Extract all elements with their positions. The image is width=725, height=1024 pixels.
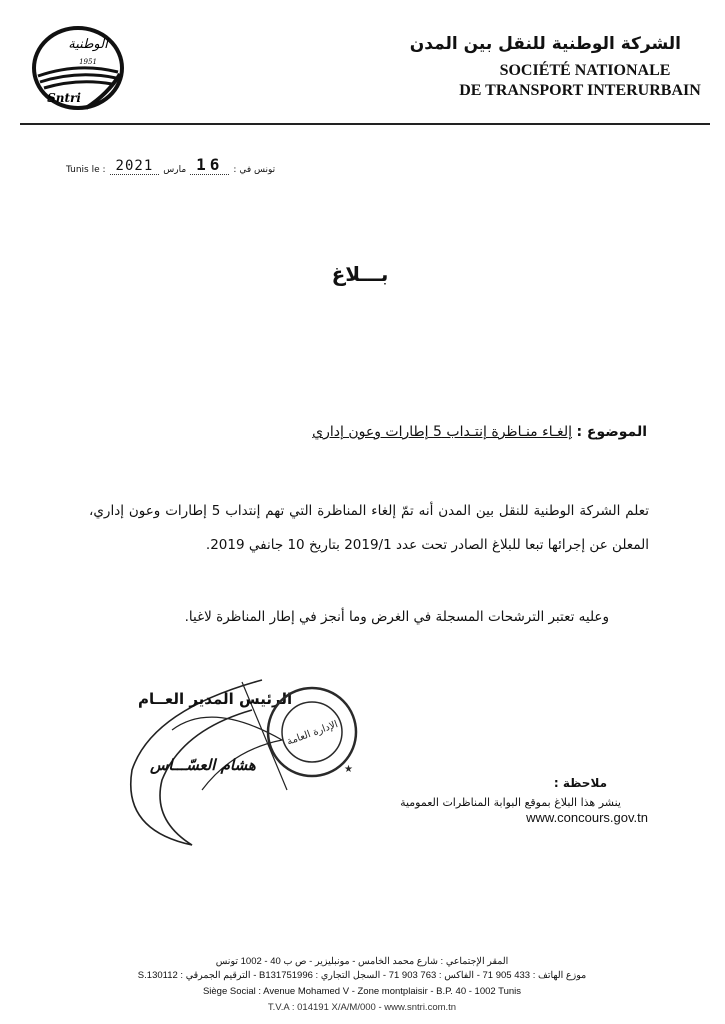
footer-tax-line: T.V.A : 014191 X/A/M/000 - www.sntri.com.tn (267, 1002, 457, 1013)
note-label: ملاحظة : (553, 776, 607, 790)
stamp-text: الإدارة العامة (285, 719, 340, 748)
company-logo (28, 24, 128, 114)
signatory-name: هشام العسّـــاس (150, 756, 256, 774)
company-name-french-line1: SOCIÉTÉ NATIONALE (499, 62, 671, 79)
footer-address-french: Siège Social : Avenue Mohamed V - Zone montplaisir - B.P. 40 - 1002 Tunis (202, 986, 522, 997)
subject-line (312, 424, 647, 440)
logo-brand-text: Sntri (47, 91, 81, 105)
company-name-arabic: الشركة الوطنية للنقل بين المدن (409, 34, 681, 54)
logo-year-text: 1951 (79, 58, 97, 66)
date-year: 2021 (110, 158, 160, 175)
body-paragraph-1: تعلم الشركة الوطنية للنقل بين المدن أنه تمّ إلغاء المناظرة التي تهم إنتداب 5 إطارات وعون إداري، المعلن عن إجرائها تبعا للبلاغ الصادر تحت عدد 2019/1 بتاريخ 10 جانفي 2019. (89, 503, 649, 553)
note-text: ينشر هذا البلاغ بموقع البوابة المناظرات العمومية (400, 796, 621, 809)
header-divider (20, 123, 710, 125)
date-month: مارس (163, 165, 187, 175)
signatory-title: الرئيس المدير العــام (138, 690, 293, 708)
note-url[interactable]: www.concours.gov.tn (526, 810, 648, 825)
subject-text: إلغـاء منـاظرة إنتـداب 5 إطارات وعون إداري (312, 424, 572, 440)
footer-address-arabic: المقر الإجتماعي : شارع محمد الخامس - مونبليزير - ص ب 40 - 1002 تونس (215, 956, 509, 967)
official-stamp (264, 684, 360, 780)
date-line (66, 155, 275, 175)
body-paragraph-2: وعليه تعتبر الترشحات المسجلة في الغرض وما أنجز في إطار المناظرة لاغيا. (184, 609, 609, 625)
footer-contact-line: موزع الهاتف : 433 905 71 - الفاكس : 763 903 71 - السجل التجاري : B131751996 - الترقيم الجمرقي : 130112.S (137, 970, 587, 981)
company-name-french-line2: DE TRANSPORT INTERURBAIN (459, 82, 701, 99)
stamp-star-icon: ★ (344, 764, 353, 775)
logo-arabic-text: الوطنية (68, 37, 108, 52)
date-day: 16 (190, 155, 229, 175)
date-prefix-arabic: تونس في : (233, 165, 276, 175)
subject-label: الموضوع : (576, 424, 647, 440)
date-prefix-french: Tunis le : (66, 165, 106, 175)
document-title: بـــلاغ (331, 262, 389, 286)
